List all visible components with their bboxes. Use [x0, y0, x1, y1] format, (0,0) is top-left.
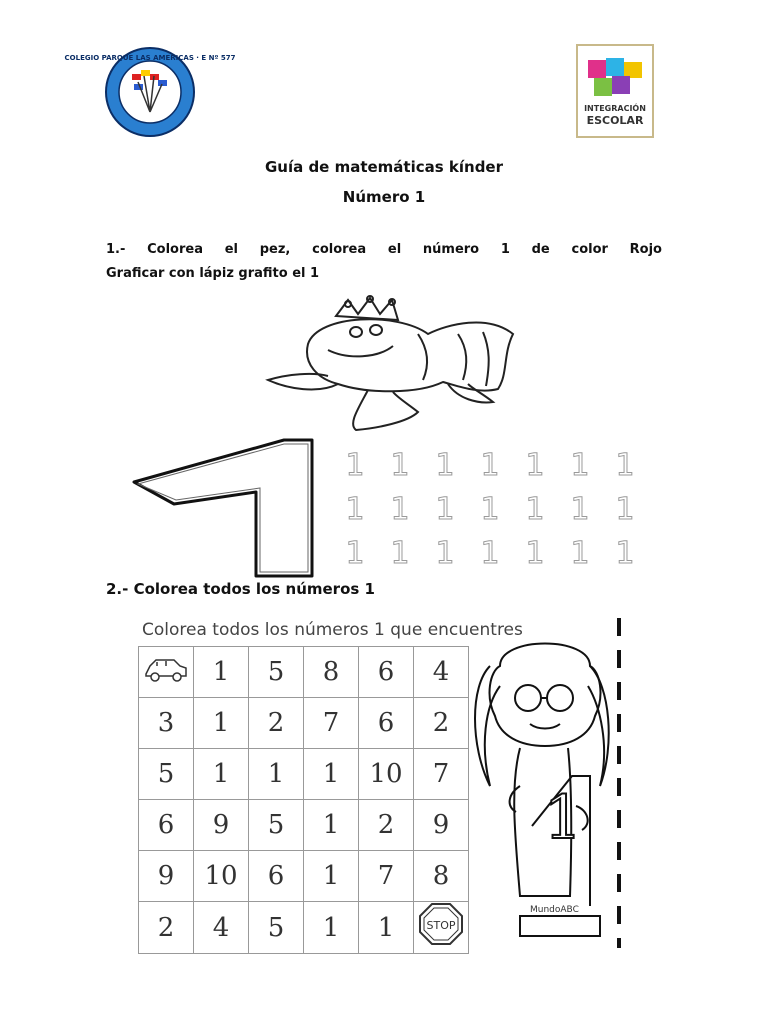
tracing-grid [340, 444, 640, 574]
trace-digit: 1 [570, 492, 590, 527]
instruction-word: de [531, 242, 550, 257]
cut-line [616, 618, 622, 948]
grid-number: 4 [414, 647, 469, 698]
big-number-one [128, 438, 324, 578]
trace-digit: 1 [435, 448, 455, 483]
grid-row [139, 851, 469, 902]
grid-number: 7 [304, 698, 359, 749]
instruction-word: Colorea [147, 242, 203, 257]
grid-number: 6 [249, 851, 304, 902]
grid-number: 4 [194, 902, 249, 954]
trace-digit: 1 [345, 448, 365, 483]
grid-number: 2 [414, 698, 469, 749]
puzzle-icon [586, 56, 646, 100]
trace-digit: 1 [615, 448, 635, 483]
pie-logo [576, 44, 654, 138]
grid-number: 1 [249, 749, 304, 800]
trace-digit: 1 [435, 492, 455, 527]
girl-holding-one [460, 626, 630, 944]
grid-number: 1 [359, 902, 414, 954]
trace-digit: 1 [525, 536, 545, 571]
grid-row [139, 902, 469, 954]
trace-digit: 1 [435, 536, 455, 571]
grid-number: 1 [194, 698, 249, 749]
svg-text:STOP: STOP [426, 919, 456, 932]
grid-number: 1 [304, 902, 359, 954]
grid-number: 5 [139, 749, 194, 800]
trace-digit: 1 [525, 448, 545, 483]
grid-number: 1 [304, 851, 359, 902]
trace-digit: 1 [570, 448, 590, 483]
trace-digit: 1 [480, 448, 500, 483]
puzzle-title: Colorea todos los números 1 que encuentres [142, 620, 523, 640]
trace-digit: 1 [480, 536, 500, 571]
trace-digit: 1 [615, 492, 635, 527]
car-icon [139, 647, 194, 698]
grid-number: 1 [304, 800, 359, 851]
trace-digit: 1 [390, 492, 410, 527]
trace-digit: 1 [615, 536, 635, 571]
tracing-row [340, 488, 640, 532]
girl-number: 1 [544, 783, 583, 853]
grid-number: 10 [194, 851, 249, 902]
grid-number: 7 [359, 851, 414, 902]
page-title: Guía de matemáticas kínder [264, 158, 504, 176]
grid-number: 8 [414, 851, 469, 902]
grid-number: 6 [139, 800, 194, 851]
grid-number: 9 [414, 800, 469, 851]
pie-logo-line2: ESCOLAR [586, 114, 644, 127]
number-grid [138, 646, 469, 954]
school-logo [64, 46, 236, 138]
instruction-word: pez, [259, 242, 291, 257]
trace-digit: 1 [390, 536, 410, 571]
watermark: MundoABC [530, 905, 579, 915]
grid-number: 5 [249, 902, 304, 954]
grid-row [139, 749, 469, 800]
grid-number: 9 [194, 800, 249, 851]
pie-logo-line1: INTEGRACIÓN [584, 104, 646, 113]
grid-row [139, 647, 469, 698]
trace-digit: 1 [480, 492, 500, 527]
grid-number: 5 [249, 800, 304, 851]
instruction-word: 1.- [106, 242, 126, 257]
exercise1-instruction [106, 242, 662, 257]
trace-digit: 1 [345, 536, 365, 571]
trace-digit: 1 [570, 536, 590, 571]
grid-number: 3 [139, 698, 194, 749]
page-subtitle: Número 1 [342, 188, 426, 206]
grid-number: 2 [139, 902, 194, 954]
school-logo-text: COLEGIO PARQUE LAS AMERICAS · E Nº 577 [64, 54, 236, 62]
grid-number: 1 [194, 749, 249, 800]
grid-number: 1 [194, 647, 249, 698]
grid-row [139, 698, 469, 749]
grid-number: 2 [359, 800, 414, 851]
trace-digit: 1 [390, 448, 410, 483]
grid-number: 7 [414, 749, 469, 800]
grid-number: 10 [359, 749, 414, 800]
instruction-word: el [224, 242, 238, 257]
grid-number: 9 [139, 851, 194, 902]
grid-number: 1 [304, 749, 359, 800]
trace-digit: 1 [525, 492, 545, 527]
grid-number: 5 [249, 647, 304, 698]
grid-number: 6 [359, 698, 414, 749]
grid-number: 8 [304, 647, 359, 698]
grid-row [139, 800, 469, 851]
tracing-row [340, 444, 640, 488]
tracing-row [340, 532, 640, 576]
instruction-word: 1 [500, 242, 510, 257]
instruction-word: el [387, 242, 402, 257]
exercise2-heading: 2.- Colorea todos los números 1 [106, 580, 375, 598]
instruction-word: color [571, 242, 608, 257]
fish-drawing [258, 294, 528, 434]
trace-digit: 1 [345, 492, 365, 527]
instruction-word: Rojo [629, 242, 662, 257]
grid-number: 6 [359, 647, 414, 698]
exercise1-instruction-line2: Graficar con lápiz grafito el 1 [106, 266, 320, 281]
instruction-word: colorea [312, 242, 367, 257]
instruction-word: número [422, 242, 480, 257]
grid-number: 2 [249, 698, 304, 749]
